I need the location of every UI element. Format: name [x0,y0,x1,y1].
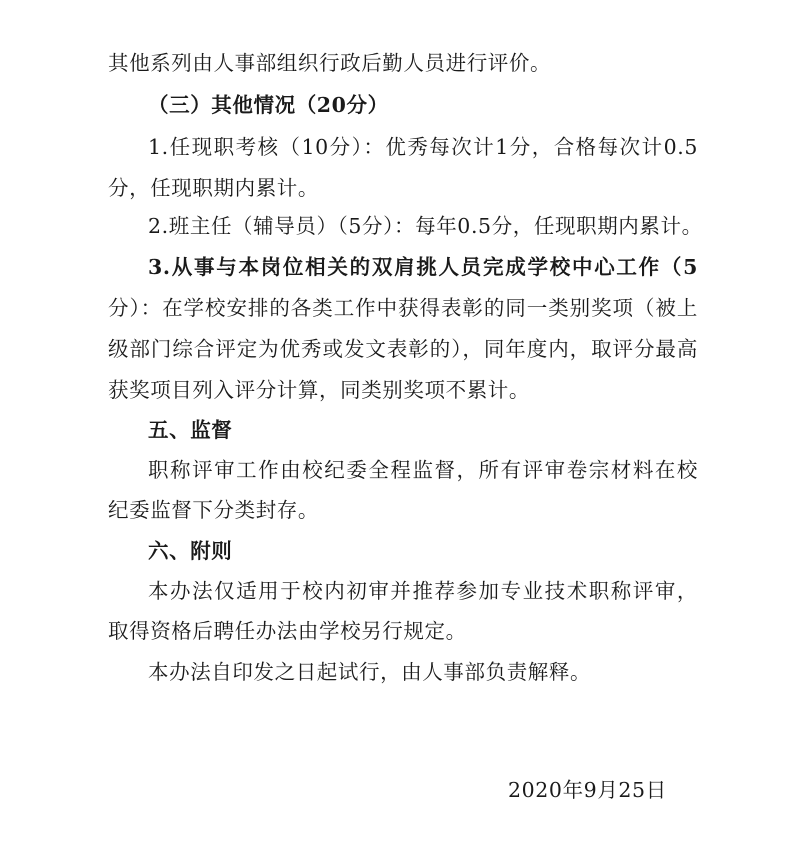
paragraph-line: 本办法自印发之日起试行，由人事部负责解释。 [148,660,592,684]
section-heading-supplementary: 六、附则 [148,539,233,563]
paragraph-line: 分）：在学校安排的各类工作中获得表彰的同一类别奖项（被上 [108,296,698,320]
paragraph-line: 获奖项目列入评分计算，同类别奖项不累计。 [108,378,530,402]
section-heading-other-situations: （三）其他情况（20分） [148,93,389,117]
paragraph-line: 2.班主任（辅导员）（5分）：每年0.5分，任现职期内累计。 [148,214,703,238]
document-date: 2020年9月25日 [508,778,667,802]
paragraph-line: 纪委监督下分类封存。 [108,498,319,522]
paragraph-line: 3.从事与本岗位相关的双肩挑人员完成学校中心工作（5 [148,255,698,279]
paragraph-line: 级部门综合评定为优秀或发文表彰的），同年度内，取评分最高 [108,337,698,361]
paragraph-line: 其他系列由人事部组织行政后勤人员进行评价。 [108,51,552,75]
paragraph-line: 1.任现职考核（10分）：优秀每次计1分，合格每次计0.5 [148,135,698,159]
paragraph-line: 分，任现职期内累计。 [108,176,319,200]
paragraph-line: 本办法仅适用于校内初审并推荐参加专业技术职称评审， [148,579,698,603]
paragraph-line: 职称评审工作由校纪委全程监督，所有评审卷宗材料在校 [148,458,698,482]
section-heading-supervision: 五、监督 [148,418,233,442]
paragraph-line: 取得资格后聘任办法由学校另行规定。 [108,619,467,643]
